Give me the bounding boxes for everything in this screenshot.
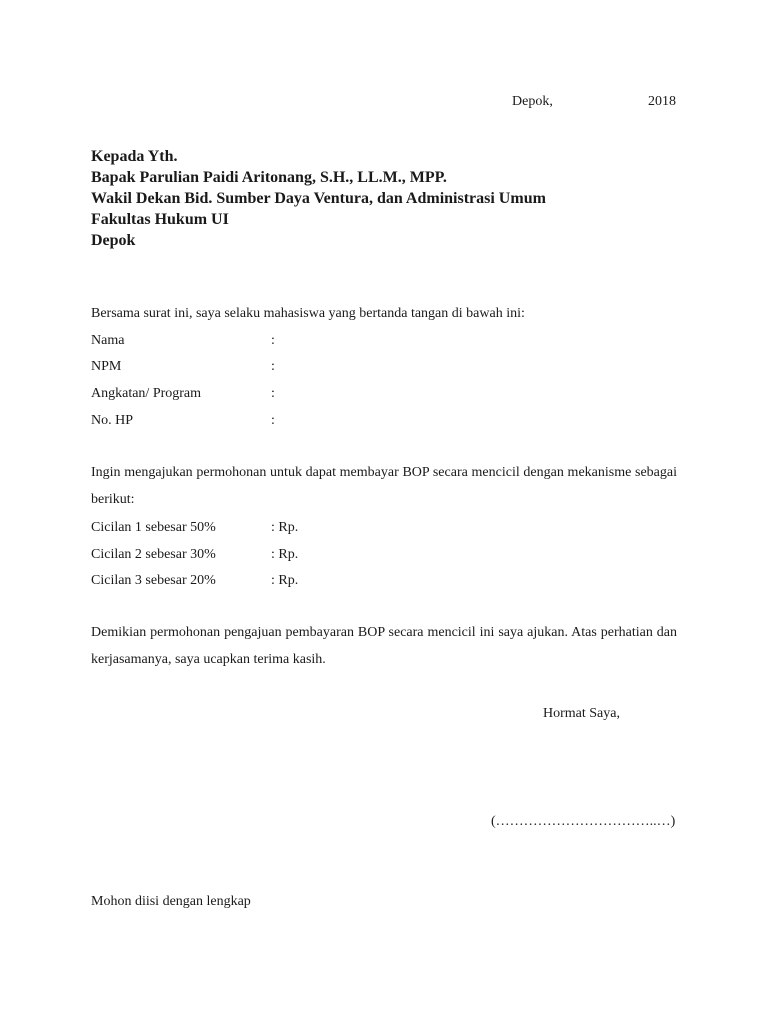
field-value-nama: : — [271, 333, 275, 348]
installment-value-2: : Rp. — [271, 547, 299, 562]
field-label-angkatan: Angkatan/ Program — [91, 386, 202, 401]
request-paragraph: Ingin mengajukan permohonan untuk dapat membayar BOP secara mencicil dengan mekanisme sebagai berikut: — [91, 465, 677, 507]
installment-value-3: : Rp. — [271, 573, 299, 588]
installment-label-3: Cicilan 3 sebesar 20% — [91, 573, 216, 588]
intro-text: Bersama surat ini, saya selaku mahasiswa yang bertanda tangan di bawah ini: — [91, 306, 525, 321]
field-label-npm: NPM — [91, 359, 122, 374]
installment-value-1: : Rp. — [271, 520, 299, 535]
recipient-name: Bapak Parulian Paidi Aritonang, S.H., LL.M., MPP. — [91, 169, 447, 186]
recipient-faculty: Fakultas Hukum UI — [91, 211, 229, 228]
installment-label-1: Cicilan 1 sebesar 50% — [91, 520, 216, 535]
field-value-angkatan: : — [271, 386, 275, 401]
date-year: 2018 — [648, 94, 676, 109]
field-label-no-hp: No. HP — [91, 413, 134, 428]
footer-note: Mohon diisi dengan lengkap — [91, 894, 251, 909]
recipient-position: Wakil Dekan Bid. Sumber Daya Ventura, dan Administrasi Umum — [91, 190, 546, 207]
field-value-no-hp: : — [271, 413, 275, 428]
closing-paragraph: Demikian permohonan pengajuan pembayaran BOP secara mencicil ini saya ajukan. Atas perhatian dan kerjasamanya, saya ucapkan terima kasih. — [91, 625, 677, 667]
field-label-nama: Nama — [91, 333, 125, 348]
field-value-npm: : — [271, 359, 275, 374]
signature-line: (……………………………..…) — [491, 814, 676, 829]
closing-greeting: Hormat Saya, — [543, 706, 620, 721]
installment-label-2: Cicilan 2 sebesar 30% — [91, 547, 216, 562]
recipient-salutation: Kepada Yth. — [91, 148, 178, 165]
date-city: Depok, — [512, 94, 553, 109]
recipient-city: Depok — [91, 232, 136, 249]
